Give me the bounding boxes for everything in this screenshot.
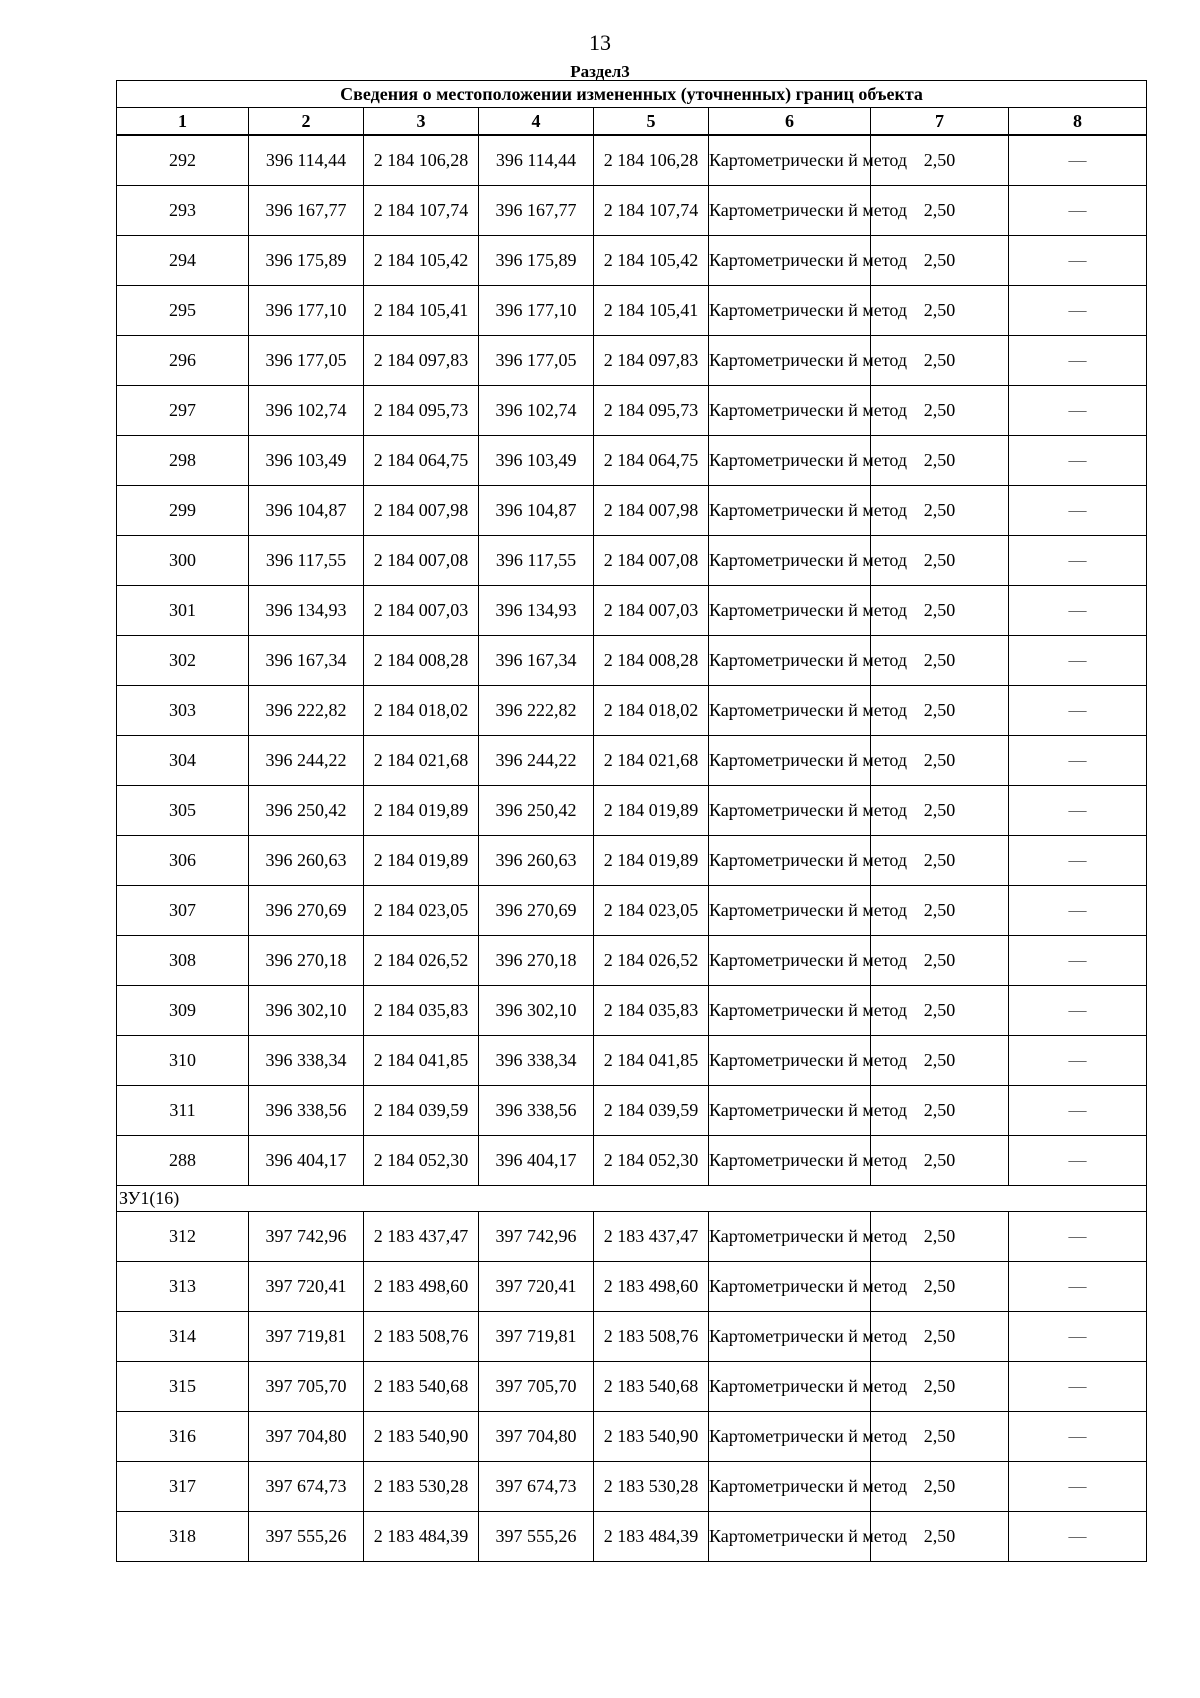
x-new-cell: 396 302,10 bbox=[479, 986, 594, 1036]
y-old-cell: 2 183 484,39 bbox=[364, 1512, 479, 1562]
x-new-cell: 397 720,41 bbox=[479, 1262, 594, 1312]
description-cell: — bbox=[1009, 1412, 1147, 1462]
x-new-cell: 396 102,74 bbox=[479, 386, 594, 436]
accuracy-cell: 2,50 bbox=[871, 836, 1009, 886]
x-new-cell: 396 338,34 bbox=[479, 1036, 594, 1086]
y-new-cell: 2 184 019,89 bbox=[594, 786, 709, 836]
table-row bbox=[117, 1412, 1147, 1462]
x-new-cell: 396 104,87 bbox=[479, 486, 594, 536]
y-new-cell: 2 184 105,41 bbox=[594, 286, 709, 336]
y-old-cell: 2 184 008,28 bbox=[364, 636, 479, 686]
y-new-cell: 2 184 041,85 bbox=[594, 1036, 709, 1086]
table-row bbox=[117, 486, 1147, 536]
column-number: 6 bbox=[709, 108, 871, 136]
y-new-cell: 2 184 035,83 bbox=[594, 986, 709, 1036]
x-new-cell: 396 167,34 bbox=[479, 636, 594, 686]
accuracy-cell: 2,50 bbox=[871, 736, 1009, 786]
x-old-cell: 396 250,42 bbox=[249, 786, 364, 836]
table-row bbox=[117, 636, 1147, 686]
description-cell: — bbox=[1009, 936, 1147, 986]
accuracy-cell: 2,50 bbox=[871, 336, 1009, 386]
table-row bbox=[117, 1262, 1147, 1312]
method-cell: Картометрически й метод bbox=[709, 1462, 871, 1512]
method-cell: Картометрически й метод bbox=[709, 936, 871, 986]
point-number-cell: 288 bbox=[117, 1136, 249, 1186]
accuracy-cell: 2,50 bbox=[871, 236, 1009, 286]
point-number-cell: 295 bbox=[117, 286, 249, 336]
y-old-cell: 2 184 019,89 bbox=[364, 786, 479, 836]
table-row bbox=[117, 236, 1147, 286]
accuracy-cell: 2,50 bbox=[871, 1462, 1009, 1512]
group-label: ЗУ1(16) bbox=[117, 1186, 1147, 1212]
x-old-cell: 396 270,18 bbox=[249, 936, 364, 986]
column-number: 7 bbox=[871, 108, 1009, 136]
description-cell: — bbox=[1009, 736, 1147, 786]
accuracy-cell: 2,50 bbox=[871, 636, 1009, 686]
point-number-cell: 309 bbox=[117, 986, 249, 1036]
method-cell: Картометрически й метод bbox=[709, 1136, 871, 1186]
y-old-cell: 2 184 039,59 bbox=[364, 1086, 479, 1136]
table-row bbox=[117, 986, 1147, 1036]
point-number-cell: 315 bbox=[117, 1362, 249, 1412]
y-old-cell: 2 183 540,68 bbox=[364, 1362, 479, 1412]
y-old-cell: 2 184 095,73 bbox=[364, 386, 479, 436]
method-cell: Картометрически й метод bbox=[709, 336, 871, 386]
x-new-cell: 396 167,77 bbox=[479, 186, 594, 236]
accuracy-cell: 2,50 bbox=[871, 536, 1009, 586]
accuracy-cell: 2,50 bbox=[871, 886, 1009, 936]
method-cell: Картометрически й метод bbox=[709, 236, 871, 286]
point-number-cell: 307 bbox=[117, 886, 249, 936]
point-number-cell: 302 bbox=[117, 636, 249, 686]
point-number-cell: 311 bbox=[117, 1086, 249, 1136]
x-new-cell: 396 103,49 bbox=[479, 436, 594, 486]
table-row bbox=[117, 836, 1147, 886]
accuracy-cell: 2,50 bbox=[871, 1312, 1009, 1362]
y-old-cell: 2 184 026,52 bbox=[364, 936, 479, 986]
y-old-cell: 2 183 498,60 bbox=[364, 1262, 479, 1312]
method-cell: Картометрически й метод bbox=[709, 386, 871, 436]
description-cell: — bbox=[1009, 486, 1147, 536]
x-old-cell: 396 102,74 bbox=[249, 386, 364, 436]
description-cell: — bbox=[1009, 386, 1147, 436]
y-old-cell: 2 183 437,47 bbox=[364, 1212, 479, 1262]
point-number-cell: 293 bbox=[117, 186, 249, 236]
x-old-cell: 397 705,70 bbox=[249, 1362, 364, 1412]
y-new-cell: 2 184 008,28 bbox=[594, 636, 709, 686]
x-old-cell: 396 114,44 bbox=[249, 135, 364, 186]
y-new-cell: 2 184 007,08 bbox=[594, 536, 709, 586]
y-new-cell: 2 183 508,76 bbox=[594, 1312, 709, 1362]
description-cell: — bbox=[1009, 436, 1147, 486]
y-old-cell: 2 184 023,05 bbox=[364, 886, 479, 936]
point-number-cell: 310 bbox=[117, 1036, 249, 1086]
y-new-cell: 2 184 064,75 bbox=[594, 436, 709, 486]
y-new-cell: 2 184 023,05 bbox=[594, 886, 709, 936]
method-cell: Картометрически й метод bbox=[709, 1262, 871, 1312]
table-row bbox=[117, 786, 1147, 836]
y-new-cell: 2 183 498,60 bbox=[594, 1262, 709, 1312]
point-number-cell: 299 bbox=[117, 486, 249, 536]
column-number: 2 bbox=[249, 108, 364, 136]
point-number-cell: 292 bbox=[117, 135, 249, 186]
description-cell: — bbox=[1009, 1362, 1147, 1412]
method-cell: Картометрически й метод bbox=[709, 836, 871, 886]
x-new-cell: 396 114,44 bbox=[479, 135, 594, 186]
method-cell: Картометрически й метод bbox=[709, 135, 871, 186]
point-number-cell: 300 bbox=[117, 536, 249, 586]
method-cell: Картометрически й метод bbox=[709, 536, 871, 586]
description-cell: — bbox=[1009, 1512, 1147, 1562]
section-title: Раздел3 bbox=[570, 62, 630, 81]
y-old-cell: 2 184 105,41 bbox=[364, 286, 479, 336]
method-cell: Картометрически й метод bbox=[709, 1512, 871, 1562]
x-old-cell: 396 177,10 bbox=[249, 286, 364, 336]
x-old-cell: 396 167,77 bbox=[249, 186, 364, 236]
table-row bbox=[117, 886, 1147, 936]
table-body bbox=[117, 135, 1147, 1562]
point-number-cell: 316 bbox=[117, 1412, 249, 1462]
point-number-cell: 314 bbox=[117, 1312, 249, 1362]
point-number-cell: 301 bbox=[117, 586, 249, 636]
x-old-cell: 397 704,80 bbox=[249, 1412, 364, 1462]
y-new-cell: 2 184 097,83 bbox=[594, 336, 709, 386]
y-new-cell: 2 184 007,03 bbox=[594, 586, 709, 636]
x-old-cell: 396 338,56 bbox=[249, 1086, 364, 1136]
description-cell: — bbox=[1009, 135, 1147, 186]
accuracy-cell: 2,50 bbox=[871, 286, 1009, 336]
method-cell: Картометрически й метод bbox=[709, 1362, 871, 1412]
point-number-cell: 305 bbox=[117, 786, 249, 836]
x-new-cell: 396 338,56 bbox=[479, 1086, 594, 1136]
column-number-row bbox=[117, 108, 1147, 136]
description-cell: — bbox=[1009, 536, 1147, 586]
y-new-cell: 2 184 107,74 bbox=[594, 186, 709, 236]
point-number-cell: 317 bbox=[117, 1462, 249, 1512]
x-old-cell: 396 167,34 bbox=[249, 636, 364, 686]
y-old-cell: 2 184 052,30 bbox=[364, 1136, 479, 1186]
y-new-cell: 2 184 026,52 bbox=[594, 936, 709, 986]
y-old-cell: 2 184 019,89 bbox=[364, 836, 479, 886]
table-caption: Сведения о местоположении измененных (уточненных) границ объекта bbox=[117, 81, 1147, 108]
y-new-cell: 2 184 105,42 bbox=[594, 236, 709, 286]
description-cell: — bbox=[1009, 986, 1147, 1036]
table-row bbox=[117, 286, 1147, 336]
y-old-cell: 2 184 021,68 bbox=[364, 736, 479, 786]
accuracy-cell: 2,50 bbox=[871, 1086, 1009, 1136]
accuracy-cell: 2,50 bbox=[871, 1212, 1009, 1262]
x-new-cell: 396 260,63 bbox=[479, 836, 594, 886]
description-cell: — bbox=[1009, 586, 1147, 636]
accuracy-cell: 2,50 bbox=[871, 486, 1009, 536]
table-row bbox=[117, 736, 1147, 786]
method-cell: Картометрически й метод bbox=[709, 486, 871, 536]
point-number-cell: 296 bbox=[117, 336, 249, 386]
x-old-cell: 396 260,63 bbox=[249, 836, 364, 886]
table-row bbox=[117, 1036, 1147, 1086]
table-row bbox=[117, 1312, 1147, 1362]
method-cell: Картометрически й метод bbox=[709, 1036, 871, 1086]
accuracy-cell: 2,50 bbox=[871, 1412, 1009, 1462]
x-new-cell: 396 117,55 bbox=[479, 536, 594, 586]
x-old-cell: 396 244,22 bbox=[249, 736, 364, 786]
method-cell: Картометрически й метод bbox=[709, 286, 871, 336]
description-cell: — bbox=[1009, 636, 1147, 686]
accuracy-cell: 2,50 bbox=[871, 1136, 1009, 1186]
x-old-cell: 396 134,93 bbox=[249, 586, 364, 636]
point-number-cell: 297 bbox=[117, 386, 249, 436]
point-number-cell: 303 bbox=[117, 686, 249, 736]
accuracy-cell: 2,50 bbox=[871, 1036, 1009, 1086]
x-old-cell: 396 103,49 bbox=[249, 436, 364, 486]
y-new-cell: 2 183 484,39 bbox=[594, 1512, 709, 1562]
method-cell: Картометрически й метод bbox=[709, 436, 871, 486]
x-old-cell: 396 117,55 bbox=[249, 536, 364, 586]
x-new-cell: 397 719,81 bbox=[479, 1312, 594, 1362]
description-cell: — bbox=[1009, 236, 1147, 286]
y-old-cell: 2 184 041,85 bbox=[364, 1036, 479, 1086]
x-new-cell: 397 674,73 bbox=[479, 1462, 594, 1512]
table-row bbox=[117, 1462, 1147, 1512]
method-cell: Картометрически й метод bbox=[709, 186, 871, 236]
accuracy-cell: 2,50 bbox=[871, 1512, 1009, 1562]
y-new-cell: 2 183 540,68 bbox=[594, 1362, 709, 1412]
accuracy-cell: 2,50 bbox=[871, 386, 1009, 436]
y-new-cell: 2 184 018,02 bbox=[594, 686, 709, 736]
description-cell: — bbox=[1009, 1462, 1147, 1512]
coordinates-table bbox=[116, 80, 1147, 1562]
y-old-cell: 2 184 064,75 bbox=[364, 436, 479, 486]
x-new-cell: 396 250,42 bbox=[479, 786, 594, 836]
table-row bbox=[117, 686, 1147, 736]
x-new-cell: 396 244,22 bbox=[479, 736, 594, 786]
column-number: 4 bbox=[479, 108, 594, 136]
column-number: 1 bbox=[117, 108, 249, 136]
table-row bbox=[117, 936, 1147, 986]
y-old-cell: 2 184 106,28 bbox=[364, 135, 479, 186]
y-old-cell: 2 184 035,83 bbox=[364, 986, 479, 1036]
accuracy-cell: 2,50 bbox=[871, 1362, 1009, 1412]
group-row bbox=[117, 1186, 1147, 1212]
table-row bbox=[117, 1362, 1147, 1412]
x-old-cell: 396 270,69 bbox=[249, 886, 364, 936]
x-new-cell: 396 404,17 bbox=[479, 1136, 594, 1186]
column-number: 3 bbox=[364, 108, 479, 136]
x-old-cell: 396 104,87 bbox=[249, 486, 364, 536]
y-new-cell: 2 184 106,28 bbox=[594, 135, 709, 186]
y-new-cell: 2 184 021,68 bbox=[594, 736, 709, 786]
y-new-cell: 2 183 437,47 bbox=[594, 1212, 709, 1262]
accuracy-cell: 2,50 bbox=[871, 986, 1009, 1036]
x-old-cell: 396 404,17 bbox=[249, 1136, 364, 1186]
x-old-cell: 396 175,89 bbox=[249, 236, 364, 286]
y-old-cell: 2 184 018,02 bbox=[364, 686, 479, 736]
method-cell: Картометрически й метод bbox=[709, 736, 871, 786]
x-old-cell: 396 222,82 bbox=[249, 686, 364, 736]
method-cell: Картометрически й метод bbox=[709, 636, 871, 686]
x-old-cell: 397 719,81 bbox=[249, 1312, 364, 1362]
y-new-cell: 2 184 039,59 bbox=[594, 1086, 709, 1136]
accuracy-cell: 2,50 bbox=[871, 436, 1009, 486]
method-cell: Картометрически й метод bbox=[709, 886, 871, 936]
y-new-cell: 2 184 095,73 bbox=[594, 386, 709, 436]
y-old-cell: 2 184 007,08 bbox=[364, 536, 479, 586]
method-cell: Картометрически й метод bbox=[709, 786, 871, 836]
description-cell: — bbox=[1009, 786, 1147, 836]
description-cell: — bbox=[1009, 1086, 1147, 1136]
accuracy-cell: 2,50 bbox=[871, 936, 1009, 986]
point-number-cell: 313 bbox=[117, 1262, 249, 1312]
table-row bbox=[117, 1212, 1147, 1262]
column-number: 8 bbox=[1009, 108, 1147, 136]
y-old-cell: 2 184 107,74 bbox=[364, 186, 479, 236]
x-new-cell: 396 134,93 bbox=[479, 586, 594, 636]
x-old-cell: 397 720,41 bbox=[249, 1262, 364, 1312]
method-cell: Картометрически й метод bbox=[709, 1312, 871, 1362]
point-number-cell: 308 bbox=[117, 936, 249, 986]
x-old-cell: 396 338,34 bbox=[249, 1036, 364, 1086]
x-new-cell: 397 704,80 bbox=[479, 1412, 594, 1462]
y-old-cell: 2 184 105,42 bbox=[364, 236, 479, 286]
description-cell: — bbox=[1009, 1136, 1147, 1186]
x-new-cell: 397 705,70 bbox=[479, 1362, 594, 1412]
description-cell: — bbox=[1009, 186, 1147, 236]
x-new-cell: 396 177,10 bbox=[479, 286, 594, 336]
point-number-cell: 306 bbox=[117, 836, 249, 886]
table-row bbox=[117, 1136, 1147, 1186]
accuracy-cell: 2,50 bbox=[871, 135, 1009, 186]
description-cell: — bbox=[1009, 1312, 1147, 1362]
description-cell: — bbox=[1009, 1212, 1147, 1262]
y-new-cell: 2 183 540,90 bbox=[594, 1412, 709, 1462]
x-new-cell: 396 175,89 bbox=[479, 236, 594, 286]
x-old-cell: 396 177,05 bbox=[249, 336, 364, 386]
y-old-cell: 2 183 530,28 bbox=[364, 1462, 479, 1512]
method-cell: Картометрически й метод bbox=[709, 686, 871, 736]
description-cell: — bbox=[1009, 1036, 1147, 1086]
method-cell: Картометрически й метод bbox=[709, 1412, 871, 1462]
y-new-cell: 2 184 007,98 bbox=[594, 486, 709, 536]
accuracy-cell: 2,50 bbox=[871, 186, 1009, 236]
accuracy-cell: 2,50 bbox=[871, 586, 1009, 636]
x-new-cell: 396 177,05 bbox=[479, 336, 594, 386]
x-old-cell: 397 742,96 bbox=[249, 1212, 364, 1262]
x-new-cell: 396 222,82 bbox=[479, 686, 594, 736]
description-cell: — bbox=[1009, 286, 1147, 336]
y-old-cell: 2 184 097,83 bbox=[364, 336, 479, 386]
y-old-cell: 2 184 007,98 bbox=[364, 486, 479, 536]
column-number: 5 bbox=[594, 108, 709, 136]
point-number-cell: 318 bbox=[117, 1512, 249, 1562]
y-new-cell: 2 183 530,28 bbox=[594, 1462, 709, 1512]
y-old-cell: 2 184 007,03 bbox=[364, 586, 479, 636]
accuracy-cell: 2,50 bbox=[871, 786, 1009, 836]
y-old-cell: 2 183 508,76 bbox=[364, 1312, 479, 1362]
description-cell: — bbox=[1009, 686, 1147, 736]
description-cell: — bbox=[1009, 886, 1147, 936]
y-new-cell: 2 184 052,30 bbox=[594, 1136, 709, 1186]
table-row bbox=[117, 186, 1147, 236]
y-old-cell: 2 183 540,90 bbox=[364, 1412, 479, 1462]
point-number-cell: 294 bbox=[117, 236, 249, 286]
y-new-cell: 2 184 019,89 bbox=[594, 836, 709, 886]
x-new-cell: 396 270,69 bbox=[479, 886, 594, 936]
x-new-cell: 396 270,18 bbox=[479, 936, 594, 986]
method-cell: Картометрически й метод bbox=[709, 1086, 871, 1136]
method-cell: Картометрически й метод bbox=[709, 986, 871, 1036]
accuracy-cell: 2,50 bbox=[871, 686, 1009, 736]
table-row bbox=[117, 436, 1147, 486]
x-old-cell: 397 674,73 bbox=[249, 1462, 364, 1512]
accuracy-cell: 2,50 bbox=[871, 1262, 1009, 1312]
point-number-cell: 298 bbox=[117, 436, 249, 486]
x-new-cell: 397 555,26 bbox=[479, 1512, 594, 1562]
method-cell: Картометрически й метод bbox=[709, 586, 871, 636]
x-old-cell: 397 555,26 bbox=[249, 1512, 364, 1562]
description-cell: — bbox=[1009, 1262, 1147, 1312]
table-row bbox=[117, 336, 1147, 386]
table-row bbox=[117, 386, 1147, 436]
table-row bbox=[117, 586, 1147, 636]
page-number: 13 bbox=[589, 30, 611, 55]
description-cell: — bbox=[1009, 336, 1147, 386]
table-row bbox=[117, 536, 1147, 586]
point-number-cell: 312 bbox=[117, 1212, 249, 1262]
table-row bbox=[117, 135, 1147, 186]
x-old-cell: 396 302,10 bbox=[249, 986, 364, 1036]
x-new-cell: 397 742,96 bbox=[479, 1212, 594, 1262]
method-cell: Картометрически й метод bbox=[709, 1212, 871, 1262]
description-cell: — bbox=[1009, 836, 1147, 886]
table-row bbox=[117, 1086, 1147, 1136]
table-row bbox=[117, 1512, 1147, 1562]
point-number-cell: 304 bbox=[117, 736, 249, 786]
